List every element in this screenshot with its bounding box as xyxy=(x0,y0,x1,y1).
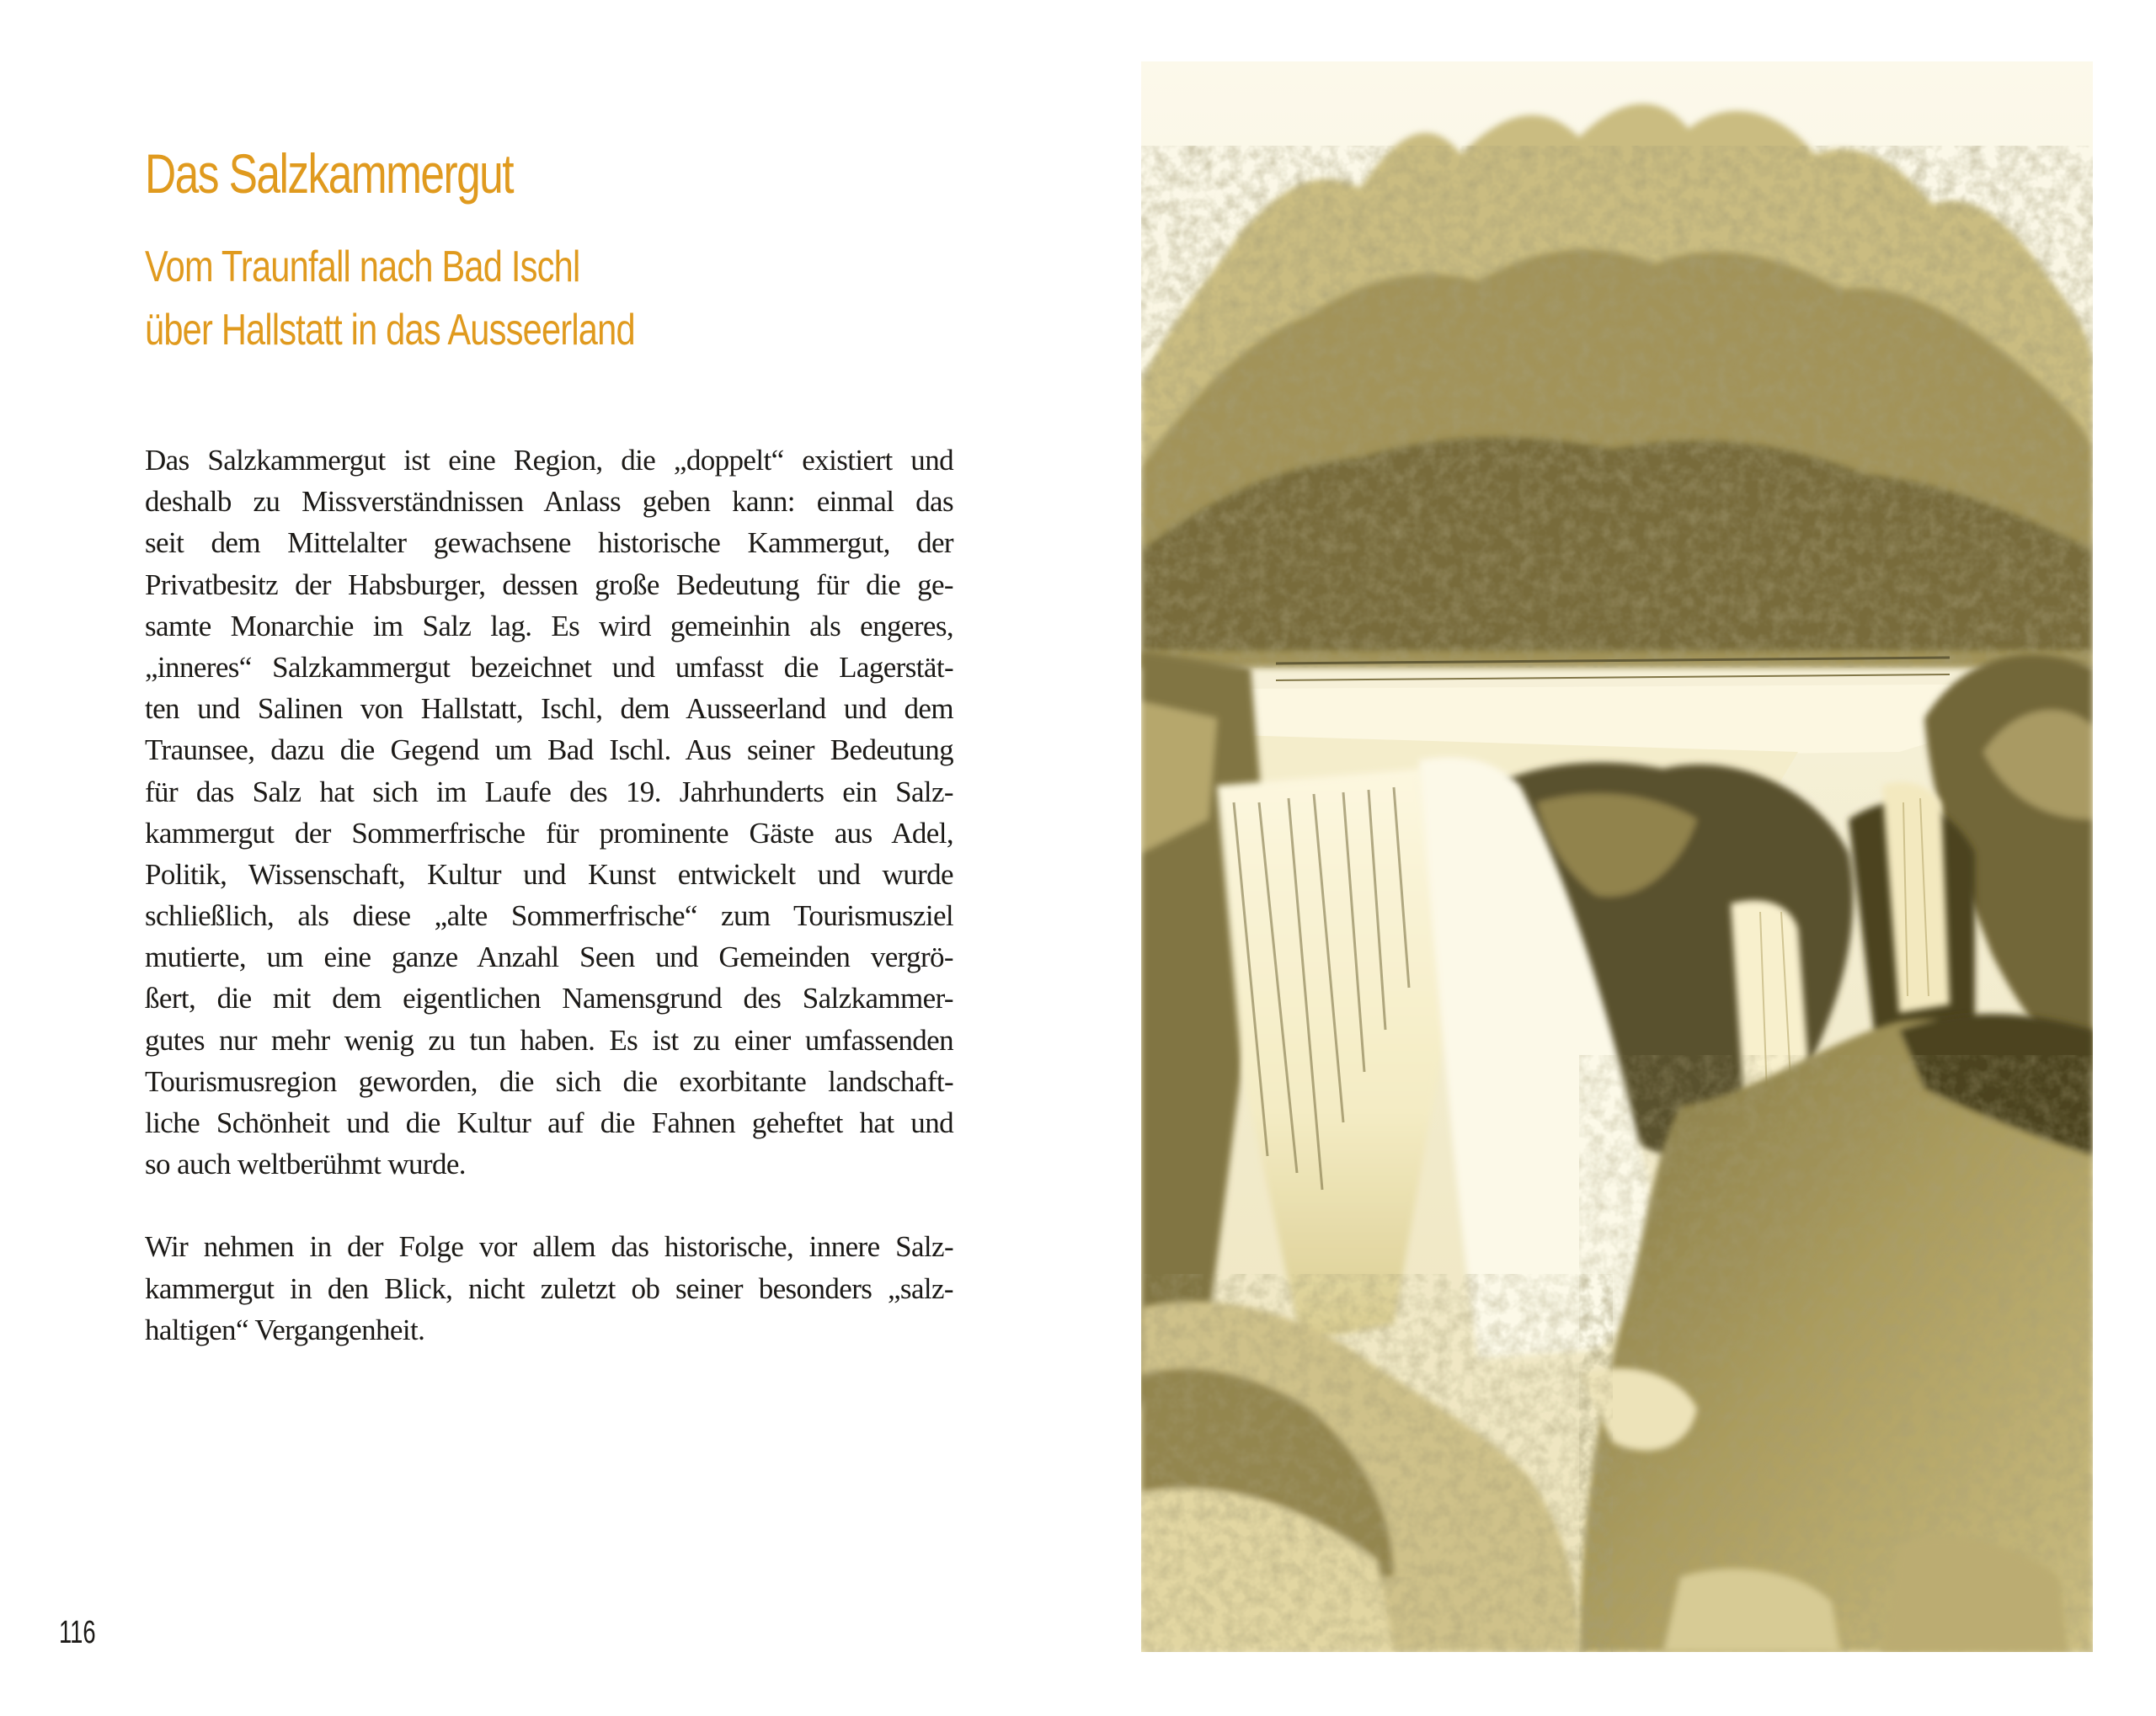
body-text xyxy=(145,440,953,1351)
text-line: liche Schönheit und die Kultur auf die Fahnen geheftet hat und xyxy=(145,1106,953,1139)
text-line: für das Salz hat sich im Laufe des 19. Jahrhunderts ein Salz- xyxy=(145,775,953,808)
paragraph-2 xyxy=(145,1226,953,1351)
text-line: Traunsee, dazu die Gegend um Bad Ischl. Aus seiner Bedeutung xyxy=(145,733,953,767)
text-line: Das Salzkammergut ist eine Region, die „doppelt“ existiert und xyxy=(145,444,953,477)
chapter-subtitle xyxy=(145,236,635,362)
text-line: ßert, die mit dem eigentlichen Namensgrund des Salzkammer- xyxy=(145,982,953,1015)
text-line: samte Monarchie im Salz lag. Es wird gemeinhin als engeres, xyxy=(145,609,953,642)
subtitle-line: über Hallstatt in das Ausseerland xyxy=(145,306,635,354)
text-line: ten und Salinen von Hallstatt, Ischl, dem Ausseerland und dem xyxy=(145,692,953,726)
text-line: mutierte, um eine ganze Anzahl Seen und Gemeinden vergrö- xyxy=(145,941,953,974)
text-line: kammergut in den Blick, nicht zuletzt ob seiner besonders „salz- xyxy=(145,1271,953,1305)
paragraph-1 xyxy=(145,440,953,1185)
waterfall-photo xyxy=(1141,61,2093,1652)
text-line: haltigen“ Vergangenheit. xyxy=(145,1313,425,1346)
text-line: Wir nehmen in der Folge vor allem das historische, innere Salz- xyxy=(145,1230,953,1264)
text-line: Tourismusregion geworden, die sich die exorbitante landschaft- xyxy=(145,1064,953,1098)
page-number: 116 xyxy=(59,1615,96,1650)
text-line: gutes nur mehr wenig zu tun haben. Es ist zu einer umfassenden xyxy=(145,1023,953,1057)
text-line: so auch weltberühmt wurde. xyxy=(145,1148,466,1181)
text-line: „inneres“ Salzkammergut bezeichnet und umfasst die Lagerstät- xyxy=(145,650,953,684)
subtitle-line: Vom Traunfall nach Bad Ischl xyxy=(145,242,580,291)
text-line: kammergut der Sommerfrische für prominente Gäste aus Adel, xyxy=(145,816,953,850)
text-line: deshalb zu Missverständnissen Anlass geben kann: einmal das xyxy=(145,485,953,519)
text-line: seit dem Mittelalter gewachsene historische Kammergut, der xyxy=(145,526,953,560)
text-line: schließlich, als diese „alte Sommerfrische“ zum Tourismusziel xyxy=(145,899,953,933)
chapter-title: Das Salzkammergut xyxy=(145,142,513,205)
text-line: Privatbesitz der Habsburger, dessen große Bedeutung für die ge- xyxy=(145,568,953,601)
text-line: Politik, Wissenschaft, Kultur und Kunst entwickelt und wurde xyxy=(145,857,953,891)
